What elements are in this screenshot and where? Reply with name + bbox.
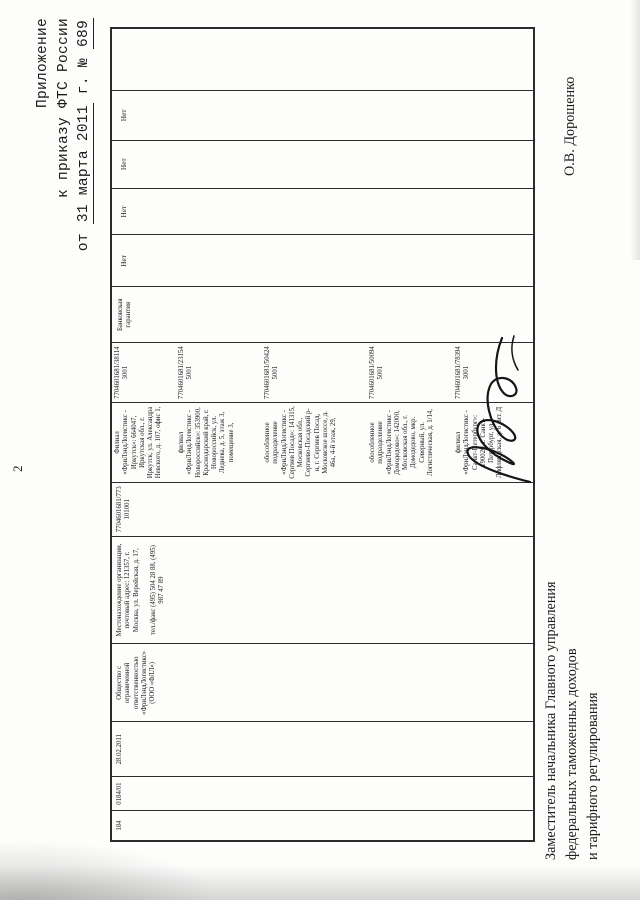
branch-irkutsk-inn-kpp: 7704601681/381143001 bbox=[114, 346, 130, 399]
branch-novorossiysk: филиал «ФриЛэндЛогистикс - Новороссийск»: 353900, Краснодарский край, г. Новороссийск, ул. Леднева, д. 5, этаж 3, помещение 3, bbox=[178, 407, 235, 478]
appendix-date-prefix: от bbox=[76, 233, 92, 252]
cell-organization-name: Общество с ограниченной ответственностью «ФриЛэндЛогистикс» (ООО «ФЛЛ») bbox=[112, 643, 533, 721]
page-number: 2 bbox=[10, 465, 25, 472]
cell-inn-kpp: 7704601681/773101001 bbox=[112, 482, 533, 536]
cell-flag-3: Нет bbox=[112, 140, 533, 188]
cell-flag-2: Нет bbox=[112, 188, 533, 235]
branch-sergiev-posad: обособленное подразделение «ФриЛэндЛогистикс - Сергиев Посад»: 141315, Московская обл., Сергиево-Посадский р-н, г. Сергиев Посад, Московское шоссе, д. 46а, 4-й этаж, 29, bbox=[264, 406, 338, 479]
cell-flag-1: Нет bbox=[112, 234, 533, 286]
cell-date: 28.02.2011 bbox=[112, 721, 533, 776]
cell-flag-4: Нет bbox=[112, 90, 533, 140]
signatory-position-line-3: и тарифного регулирования bbox=[585, 692, 601, 860]
appendix-line-3 bbox=[74, 18, 95, 251]
cell-seq-number: 184 bbox=[112, 810, 533, 840]
branch-saint-petersburg: филиал «ФриЛэндЛогистикс - Санкт-Петербург»: 190020, г. Санкт-Петербург, ул. Лифляндская, д. 6 лит. Д bbox=[455, 406, 504, 479]
organization-phone: тел./факс (495) 504 28 88, (495) 987 47 89 bbox=[149, 545, 166, 636]
appendix-header bbox=[33, 18, 95, 251]
branch-domodedovo-inn-kpp: 7704601681/500945001 bbox=[369, 346, 385, 400]
branch-sergiev-posad-inn-kpp: 7704601681/504245001 bbox=[264, 346, 280, 400]
cell-certificate-number: 0184/01 bbox=[112, 776, 533, 810]
organization-address: Местонахождение организации, почтовый адрес: 121357, г. Москва, ул. Верейская, д. 17, bbox=[116, 543, 140, 637]
appendix-order-number: 689 bbox=[76, 20, 92, 48]
branch-novorossiysk-inn-kpp: 7704601681/231545001 bbox=[178, 346, 194, 400]
signatory-position-line-1: Заместитель начальника Главного управления bbox=[543, 581, 559, 860]
branch-saint-petersburg-inn-kpp: 7704601681/783943001 bbox=[455, 346, 471, 400]
cell-guarantee-type: Банковская гарантия bbox=[112, 286, 533, 342]
appendix-date: 31 марта 2011 bbox=[76, 105, 92, 223]
signatory-position bbox=[541, 581, 604, 860]
signatory-position-line-2: федеральных таможенных доходов bbox=[564, 648, 580, 860]
cell-organization-address bbox=[112, 536, 533, 644]
appendix-line-1: Приложение bbox=[35, 18, 51, 109]
appendix-date-suffix: г. bbox=[76, 76, 92, 95]
branch-irkutsk: Филиал «ФриЛэндЛогистикс - Иркутск»: 664047, Иркутская обл., г. Иркутск, ул. Александра Невского, д. 107, офис 1, bbox=[114, 406, 163, 479]
appendix-number-sign: № bbox=[76, 58, 92, 68]
appendix-line-2: к приказу ФТС России bbox=[55, 18, 72, 199]
cell-empty bbox=[112, 29, 533, 90]
branch-domodedovo: обособленное подразделение «ФриЛэндЛогистикс - Домодедово»: 142000, Московская обл., г. Домодедово, мкр. Северный, ул. Логистическая, д. 1/14, bbox=[369, 409, 435, 476]
signature-scribble bbox=[458, 328, 546, 488]
signatory-name: О.В. Дорошенко bbox=[562, 76, 578, 176]
